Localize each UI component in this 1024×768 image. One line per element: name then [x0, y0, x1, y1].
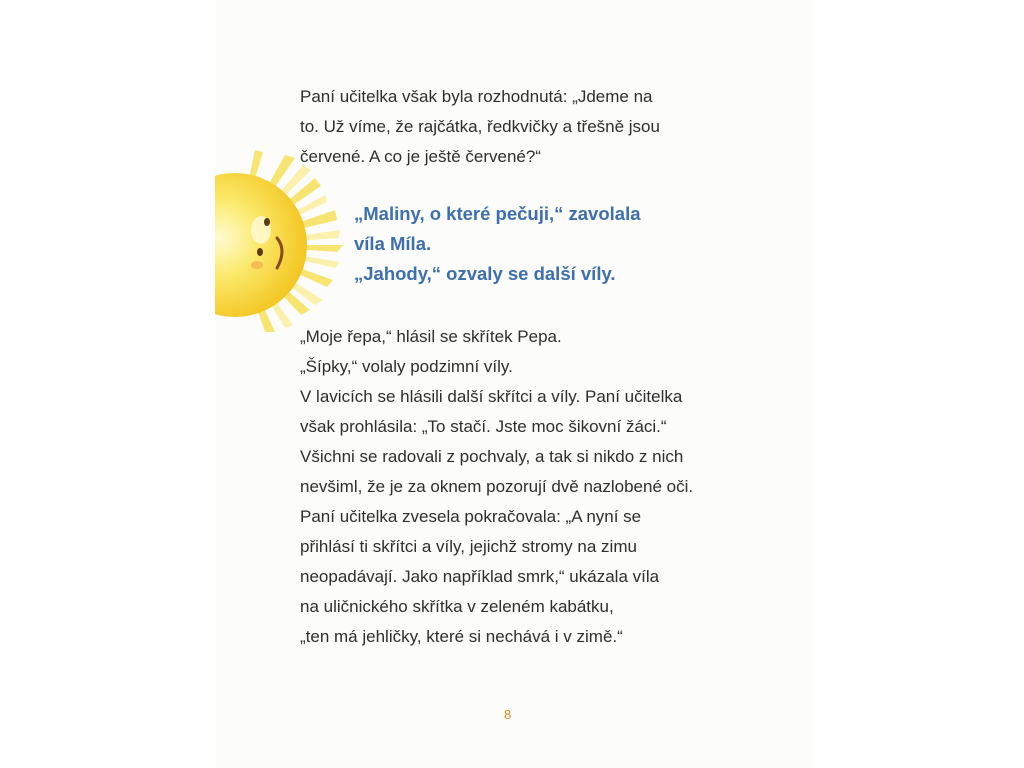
text-line: červené. A co je ještě červené?“ [300, 147, 541, 166]
text-line: nevšiml, že je za oknem pozorují dvě nazlobené oči. [300, 477, 694, 496]
text-line: „ten má jehličky, které si nechává i v zimě.“ [300, 627, 623, 646]
text-line: Paní učitelka zvesela pokračovala: „A nyní se [300, 507, 642, 526]
text-line: na uličnického skřítka v zeleném kabátku, [300, 597, 614, 616]
text-line: „Šípky,“ volaly podzimní víly. [300, 357, 513, 376]
highlighted-dialogue [354, 199, 641, 289]
text-line: V lavicích se hlásili další skřítci a víly. Paní učitelka [300, 387, 683, 406]
text-line: „Moje řepa,“ hlásil se skřítek Pepa. [300, 327, 562, 346]
page-number: 8 [504, 707, 512, 722]
highlight-line: víla Míla. [354, 233, 432, 254]
text-line: to. Už víme, že rajčátka, ředkvičky a třešně jsou [300, 117, 660, 136]
text-line: neopadávají. Jako například smrk,“ ukázala víla [300, 567, 660, 586]
text-line: Paní učitelka však byla rozhodnutá: „Jdeme na [300, 87, 653, 106]
highlight-line: „Maliny, o které pečuji,“ zavolala [354, 203, 641, 224]
text-line: však prohlásila: „To stačí. Jste moc šikovní žáci.“ [300, 417, 667, 436]
text-line: Všichni se radovali z pochvaly, a tak si nikdo z nich [300, 447, 684, 466]
highlight-line: „Jahody,“ ozvaly se další víly. [354, 263, 616, 284]
intro-paragraph [300, 82, 660, 172]
body-paragraph [300, 322, 693, 652]
smiling-sun-icon [215, 150, 350, 340]
text-line: přihlásí ti skřítci a víly, jejichž stromy na zimu [300, 537, 637, 556]
